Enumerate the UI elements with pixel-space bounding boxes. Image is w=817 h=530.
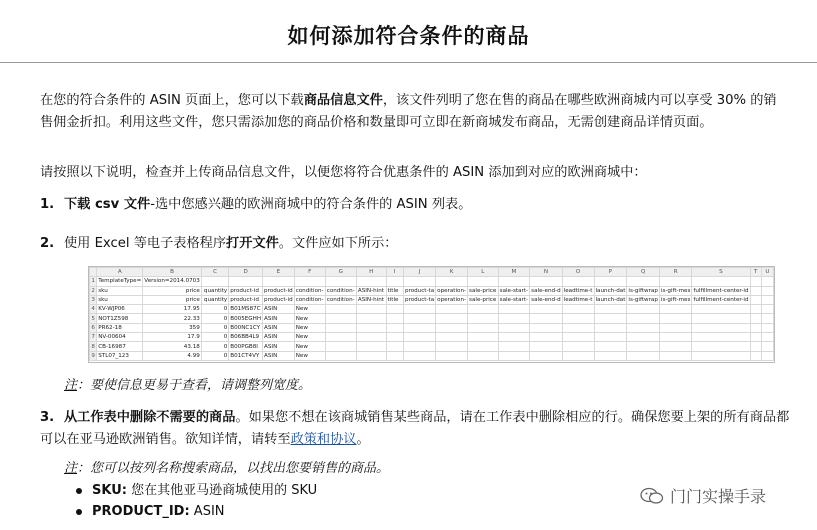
table-cell	[403, 333, 435, 342]
spreadsheet-header-row	[90, 268, 774, 277]
table-cell	[436, 351, 468, 360]
table-row	[90, 277, 774, 286]
table-cell	[530, 323, 562, 332]
table-cell	[692, 305, 750, 314]
table-cell: condition-	[326, 297, 355, 304]
table-cell: fulfillment-center-id	[693, 287, 749, 294]
column-header: R	[659, 268, 691, 277]
table-cell	[468, 342, 499, 351]
table-row	[90, 295, 774, 304]
table-cell: 0	[201, 314, 228, 323]
table-cell: 0	[201, 333, 228, 342]
table-cell: ASIN-hint	[356, 286, 386, 295]
table-cell: title	[386, 295, 403, 304]
table-cell: product-id	[229, 286, 263, 295]
table-cell	[562, 305, 594, 314]
note-1-text: ：要使信息更易于查看，请调整列宽度。	[77, 378, 312, 393]
table-cell: B01CT4VY	[229, 351, 263, 360]
intro-text-2: ，该文件列明了您在售的商品在哪些欧洲商城内可以享受 30% 的销售佣金折扣。利用这些文件，您只需添加您的商品价格和数量即可立即在新商城发布商品，无需创建商品详情页面。	[40, 93, 777, 130]
table-cell: B00NC1CY	[229, 323, 263, 332]
table-cell	[692, 323, 750, 332]
table-cell: sale-price	[469, 297, 497, 304]
table-cell	[562, 342, 594, 351]
table-cell: operation-	[437, 297, 467, 304]
table-cell: New	[294, 323, 325, 332]
table-cell: 0	[201, 342, 228, 351]
column-header: E	[263, 268, 295, 277]
note-1-label: 注	[64, 378, 78, 393]
table-cell	[627, 323, 660, 332]
table-cell	[761, 277, 773, 286]
table-cell: New	[294, 305, 325, 314]
table-cell	[659, 277, 691, 286]
table-cell: Version=2014.0703	[144, 278, 200, 285]
table-cell	[659, 351, 691, 360]
table-cell: title	[386, 286, 403, 295]
table-cell	[325, 314, 356, 323]
table-cell: condition-	[326, 287, 355, 294]
table-cell: quantity	[201, 295, 228, 304]
table-cell: product-ta	[404, 297, 435, 304]
instruction-paragraph: 请按照以下说明，检查并上传商品信息文件，以便您将符合优惠条件的 ASIN 添加到对应的欧洲商城中：	[40, 165, 647, 180]
table-cell	[761, 333, 773, 342]
table-cell: leadtime-t	[563, 287, 593, 294]
table-cell	[403, 277, 435, 286]
column-header: M	[498, 268, 530, 277]
table-cell: ASIN	[263, 323, 295, 332]
step-2-bold: 打开文件	[226, 236, 279, 251]
column-header: A	[97, 268, 143, 277]
spreadsheet-table	[89, 267, 774, 361]
table-cell	[356, 277, 386, 286]
table-cell: STL07_123	[97, 351, 143, 360]
table-cell	[750, 286, 761, 295]
step-3-text-1: 。如果您不想在该商城销售某些商品，请在工作表中删除相应的行。确保您要上架的所有商品都可以在亚马逊欧洲销售。欲知详情，请转至	[40, 410, 790, 447]
step-3-text-2: 。	[356, 432, 370, 447]
step-2-text-2: 。文件应如下所示：	[278, 236, 398, 251]
table-cell: 0	[201, 351, 228, 360]
table-cell	[627, 277, 660, 286]
table-cell	[750, 351, 761, 360]
step-3-number: 3.	[40, 410, 55, 425]
column-header: S	[692, 268, 750, 277]
table-cell: product-id	[229, 295, 263, 304]
step-2-text-1: 使用 Excel 等电子表格程序	[64, 236, 227, 251]
table-cell: sale-price	[469, 287, 497, 294]
column-header: P	[594, 268, 627, 277]
table-cell: ASIN	[263, 342, 295, 351]
row-number: 4	[91, 306, 95, 313]
table-cell: fulfillment-center-id	[693, 297, 749, 304]
table-cell	[562, 333, 594, 342]
table-cell: product-ta	[404, 287, 435, 294]
intro-bold: 商品信息文件	[303, 93, 383, 108]
table-cell: price	[143, 286, 202, 295]
step-3	[40, 407, 800, 451]
column-header: U	[761, 268, 773, 277]
table-row	[90, 323, 774, 332]
watermark	[640, 484, 766, 507]
table-cell	[750, 314, 761, 323]
table-cell	[594, 342, 627, 351]
table-cell	[692, 342, 750, 351]
column-header: N	[530, 268, 562, 277]
table-cell	[659, 342, 691, 351]
table-cell	[436, 323, 468, 332]
table-cell	[627, 342, 660, 351]
column-header: I	[386, 268, 403, 277]
row-number: 1	[91, 278, 95, 285]
table-cell	[468, 351, 499, 360]
table-cell	[386, 342, 403, 351]
table-cell	[562, 314, 594, 323]
step-2-number: 2.	[40, 236, 55, 251]
table-cell	[498, 342, 530, 351]
table-cell	[468, 314, 499, 323]
column-header	[90, 268, 97, 277]
table-cell	[530, 277, 562, 286]
table-cell: sale-start-	[499, 297, 529, 304]
table-cell: NV-00604	[97, 333, 143, 342]
table-cell: 17.9	[143, 333, 202, 342]
table-row	[90, 305, 774, 314]
table-cell	[594, 333, 627, 342]
table-cell	[659, 333, 691, 342]
table-cell: sale-end-d	[531, 287, 561, 294]
spreadsheet-screenshot	[88, 266, 775, 363]
table-cell: launch-dat	[595, 287, 626, 294]
table-cell	[356, 333, 386, 342]
column-header: O	[562, 268, 594, 277]
table-cell	[403, 351, 435, 360]
table-cell: B005EGHH	[230, 315, 262, 322]
table-cell	[562, 277, 594, 286]
table-cell	[325, 342, 356, 351]
column-header: J	[403, 268, 435, 277]
column-header: D	[229, 268, 263, 277]
column-header: G	[325, 268, 356, 277]
table-cell: PR62-18	[97, 323, 143, 332]
step-1	[40, 194, 800, 216]
table-cell	[627, 333, 660, 342]
row-number: 8	[91, 343, 95, 350]
table-cell: leadtime-t	[563, 297, 593, 304]
table-cell	[325, 323, 356, 332]
table-cell: New	[294, 314, 325, 323]
table-cell	[356, 342, 386, 351]
table-cell	[468, 333, 499, 342]
table-cell: product-id	[264, 297, 293, 304]
table-cell: is-gift-mes	[660, 297, 691, 304]
table-cell	[403, 342, 435, 351]
note-2-label: 注	[64, 461, 78, 476]
table-cell	[436, 342, 468, 351]
table-cell: is-giftwrap	[628, 287, 658, 294]
table-cell	[325, 305, 356, 314]
table-cell: B06BB4L9	[229, 333, 263, 342]
table-cell: CB-16987	[97, 342, 143, 351]
bullet-sku	[76, 481, 317, 501]
table-row	[90, 342, 774, 351]
table-cell	[436, 277, 468, 286]
table-cell: 359	[143, 323, 202, 332]
table-cell: operation-	[437, 287, 467, 294]
table-cell: 17.95	[143, 305, 202, 314]
step-1-text: -选中您感兴趣的欧洲商城中的符合条件的 ASIN 列表。	[150, 197, 472, 212]
table-cell	[761, 342, 773, 351]
table-cell: price	[143, 295, 202, 304]
step-2	[40, 233, 800, 255]
table-cell: 43.18	[143, 342, 202, 351]
table-cell: 0	[201, 323, 228, 332]
table-cell	[468, 305, 499, 314]
table-cell: 0	[201, 305, 228, 314]
table-cell	[761, 305, 773, 314]
page-title: 如何添加符合条件的商品	[287, 24, 530, 48]
table-cell	[325, 277, 356, 286]
table-cell: sku	[97, 286, 143, 295]
table-cell: condition-	[295, 297, 324, 304]
table-cell	[403, 305, 435, 314]
table-cell	[627, 351, 660, 360]
table-row	[90, 351, 774, 360]
table-cell	[692, 351, 750, 360]
table-row	[90, 314, 774, 323]
table-cell: 4.99	[143, 351, 202, 360]
table-cell: is-gift-mes	[660, 287, 691, 294]
table-cell	[530, 314, 562, 323]
table-cell	[498, 351, 530, 360]
bullet-product-id-text: ASIN	[189, 504, 225, 519]
table-cell	[229, 277, 263, 286]
table-cell: B01MS87C	[230, 306, 261, 313]
table-cell	[436, 314, 468, 323]
bullet-dot-icon	[76, 488, 82, 494]
note-2-text: ：您可以按列名称搜索商品，以找出您要销售的商品。	[77, 461, 390, 476]
row-number: 7	[91, 334, 95, 341]
table-cell	[403, 323, 435, 332]
table-cell	[750, 305, 761, 314]
table-cell	[386, 277, 403, 286]
table-cell	[750, 323, 761, 332]
row-number: 5	[91, 315, 95, 322]
table-cell	[761, 286, 773, 295]
table-row	[90, 333, 774, 342]
wechat-icon	[640, 487, 664, 505]
table-cell	[386, 333, 403, 342]
table-cell	[530, 351, 562, 360]
table-cell	[692, 333, 750, 342]
table-cell: sale-end-d	[531, 297, 561, 304]
table-cell: condition-	[295, 287, 324, 294]
table-cell	[263, 277, 295, 286]
table-cell	[386, 305, 403, 314]
intro-text-1: 在您的符合条件的 ASIN 页面上，您可以下载	[40, 93, 304, 108]
table-cell	[692, 314, 750, 323]
column-header: H	[356, 268, 386, 277]
column-header: L	[468, 268, 499, 277]
table-cell: 22.33	[143, 314, 202, 323]
table-cell	[201, 277, 228, 286]
bullet-sku-text: 您在其他亚马逊商城使用的 SKU	[126, 483, 318, 498]
table-cell: KV-WJP06	[97, 305, 143, 314]
bullet-product-id-label: PRODUCT_ID:	[92, 504, 190, 519]
table-cell	[498, 323, 530, 332]
table-cell	[659, 305, 691, 314]
table-cell	[386, 323, 403, 332]
table-cell	[627, 305, 660, 314]
table-cell	[594, 323, 627, 332]
table-cell: is-giftwrap	[628, 297, 658, 304]
table-cell	[761, 295, 773, 304]
table-cell	[403, 314, 435, 323]
table-cell	[594, 351, 627, 360]
table-cell	[659, 323, 691, 332]
table-cell: New	[294, 351, 325, 360]
table-cell	[594, 305, 627, 314]
column-header: C	[201, 268, 228, 277]
table-cell: ASIN-hint	[356, 295, 386, 304]
table-cell	[750, 295, 761, 304]
table-cell	[386, 314, 403, 323]
table-cell	[498, 314, 530, 323]
policy-link[interactable]: 政策和协议	[290, 432, 357, 447]
table-cell	[750, 342, 761, 351]
table-cell	[325, 351, 356, 360]
table-cell	[750, 333, 761, 342]
table-cell	[356, 314, 386, 323]
row-number: 6	[91, 324, 95, 331]
row-number: 3	[91, 297, 95, 304]
column-header: K	[436, 268, 468, 277]
watermark-text: 门门实操手录	[670, 487, 767, 506]
table-cell	[594, 277, 627, 286]
table-cell: New	[294, 333, 325, 342]
note-2	[64, 459, 389, 479]
table-cell	[436, 305, 468, 314]
table-cell	[750, 277, 761, 286]
table-cell: ASIN	[263, 305, 295, 314]
table-cell: TemplateType=	[98, 278, 142, 285]
table-cell: ASIN	[263, 333, 295, 342]
step-3-bold: 从工作表中删除不需要的商品	[64, 410, 236, 425]
bullet-product-id	[76, 502, 225, 522]
table-cell	[356, 351, 386, 360]
table-cell	[498, 333, 530, 342]
table-cell	[594, 314, 627, 323]
table-cell	[659, 314, 691, 323]
table-cell	[468, 277, 499, 286]
row-number: 2	[91, 287, 95, 294]
table-cell	[294, 277, 325, 286]
table-cell	[356, 323, 386, 332]
table-cell	[761, 351, 773, 360]
table-cell	[498, 277, 530, 286]
step-1-number: 1.	[40, 197, 55, 212]
table-cell	[498, 305, 530, 314]
table-cell	[530, 333, 562, 342]
table-cell	[562, 323, 594, 332]
table-cell	[761, 314, 773, 323]
table-cell: ASIN	[263, 351, 295, 360]
table-cell	[325, 333, 356, 342]
table-cell	[468, 323, 499, 332]
column-header: F	[294, 268, 325, 277]
table-cell	[692, 277, 750, 286]
step-1-bold: 下载 csv 文件	[64, 197, 151, 212]
table-cell	[356, 305, 386, 314]
table-cell: New	[294, 342, 325, 351]
table-cell	[386, 351, 403, 360]
table-cell	[627, 314, 660, 323]
row-number: 9	[91, 352, 95, 359]
table-cell: sku	[97, 295, 143, 304]
table-cell: NOT1Z598	[97, 314, 143, 323]
table-cell	[530, 305, 562, 314]
column-header: T	[750, 268, 761, 277]
table-cell	[562, 351, 594, 360]
table-cell: launch-dat	[595, 297, 626, 304]
bullet-sku-label: SKU:	[92, 483, 127, 498]
table-cell	[530, 342, 562, 351]
table-cell: ASIN	[263, 314, 295, 323]
table-cell: quantity	[201, 286, 228, 295]
bullet-dot-icon	[76, 509, 82, 515]
table-cell: product-id	[264, 287, 293, 294]
table-cell	[761, 323, 773, 332]
table-cell	[436, 333, 468, 342]
title-divider	[0, 62, 817, 63]
note-1	[64, 376, 311, 396]
table-cell: sale-start-	[499, 287, 529, 294]
column-header: Q	[627, 268, 660, 277]
table-row	[90, 286, 774, 295]
table-cell: B00PGB8I	[229, 342, 263, 351]
column-header: B	[143, 268, 202, 277]
intro-paragraph	[40, 90, 785, 134]
